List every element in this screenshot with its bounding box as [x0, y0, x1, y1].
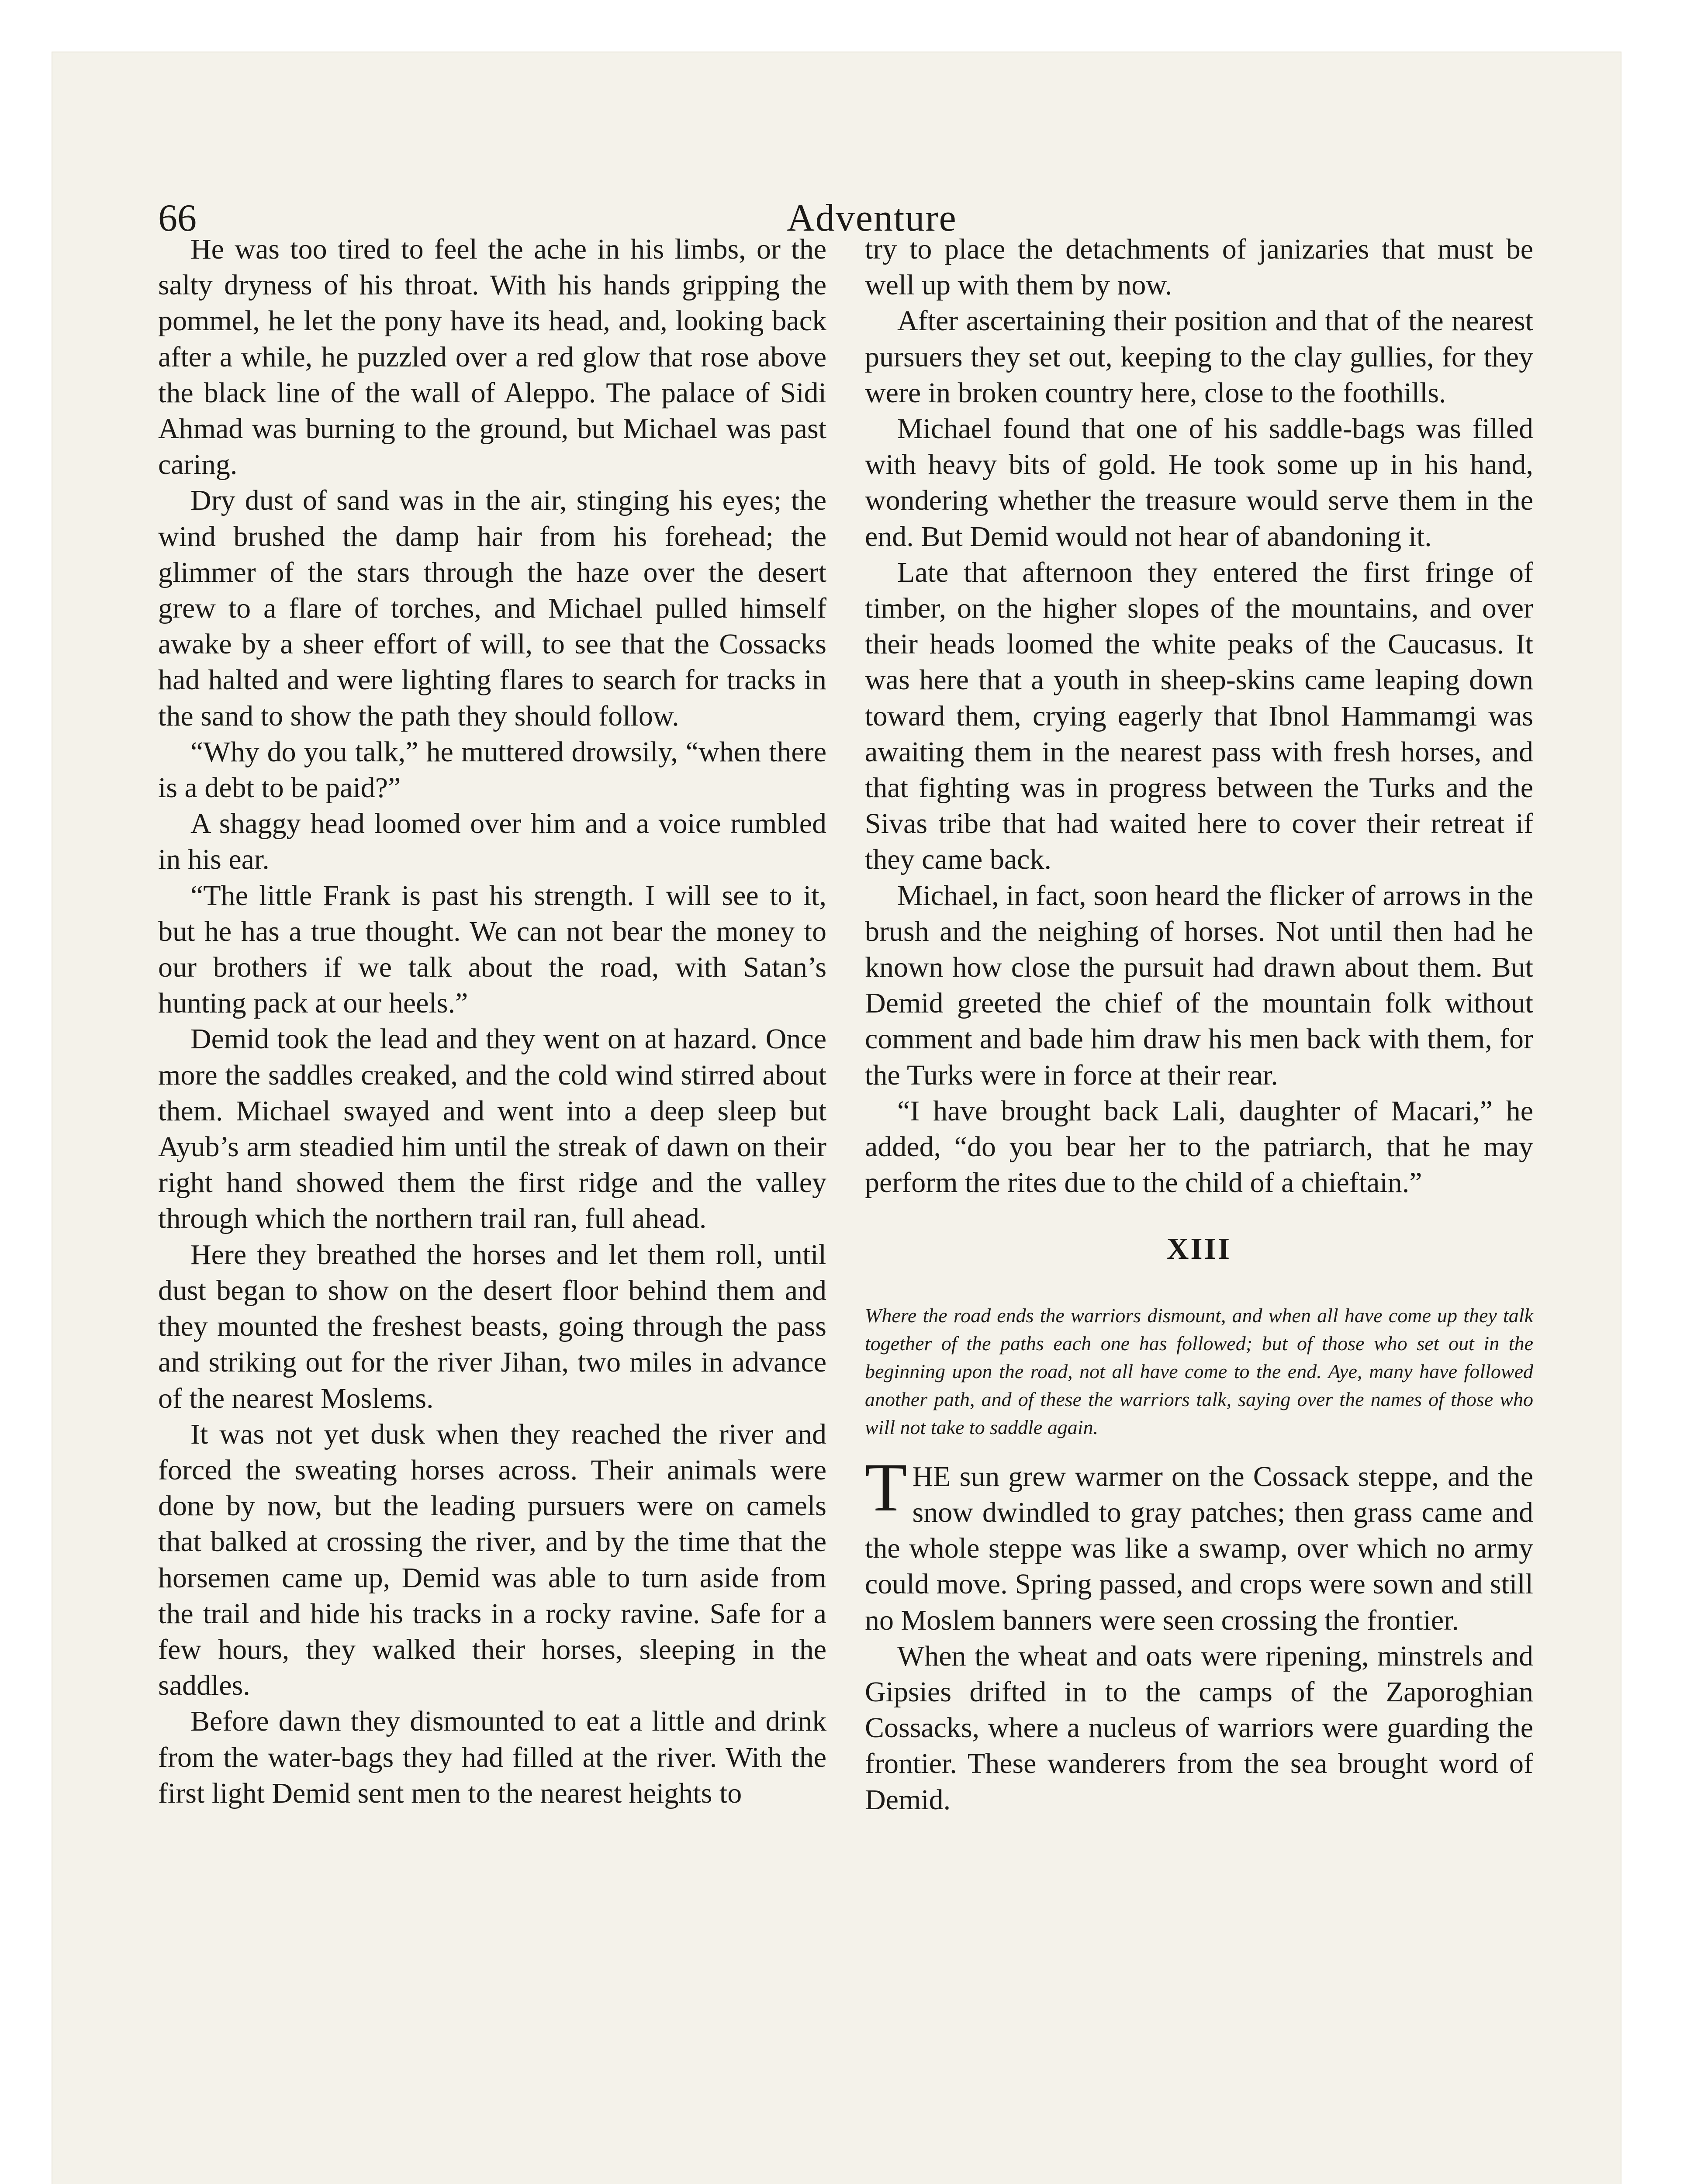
paragraph: He was too tired to feel the ache in his limbs, or the salty dryness of his throat. With his hands gripping the pommel, he let the pony have its head, and, looking back after a while, he puzzled over a red glow that rose above the black line of the wall of Aleppo. The palace of Sidi Ahmad was burning to the ground, but Michael was past caring.: [158, 233, 826, 481]
paragraph: “The little Frank is past his strength. I will see to it, but he has a true thought. We can not bear the money to our brothers if we talk about the road, with Satan’s hunting pack at our heels.”: [158, 879, 826, 1019]
continued-paragraph: try to place the detachments of janizaries that must be well up with them by now.: [865, 233, 1533, 301]
paragraph: After ascertaining their position and that of the nearest pursuers they set out, keeping to the clay gullies, for they were in broken country here, close to the foothills.: [865, 305, 1533, 409]
right-text-column: [865, 232, 1533, 1818]
paragraph: A shaggy head loomed over him and a voice rumbled in his ear.: [158, 808, 826, 876]
paragraph: “I have brought back Lali, daughter of Macari,” he added, “do you bear her to the patriarch, that he may perform the rites due to the child of a chieftain.”: [865, 1095, 1533, 1199]
chapter-heading: XIII: [1166, 1232, 1232, 1266]
paragraph: Here they breathed the horses and let them roll, until dust began to show on the desert floor behind them and they mounted the freshest beasts, going through the pass and striking out for the river Jihan, two miles in advance of the nearest Moslems.: [158, 1238, 826, 1414]
paragraph: Demid took the lead and they went on at hazard. Once more the saddles creaked, and the cold wind stirred about them. Michael swayed and went into a deep sleep but Ayub’s arm steadied him until the streak of dawn on their right hand showed them the first ridge and the valley through which the northern trail ran, full ahead.: [158, 1023, 826, 1235]
left-text-column: [158, 232, 826, 1811]
page-number: 66: [158, 197, 197, 239]
paragraph: Late that afternoon they entered the first fringe of timber, on the higher slopes of the mountains, and over their heads loomed the white peaks of the Caucasus. It was here that a youth in sheep-skins came leaping down toward them, crying eagerly that Ibnol Hammamgi was awaiting them in the nearest pass with fresh horses, and that fighting was in progress between the Turks and the Sivas tribe that had waited here to cover their retreat if they came back.: [865, 556, 1533, 876]
chapter-opening-paragraph: [865, 1449, 1533, 1638]
opening-text: HE sun grew warmer on the Cossack steppe, and the snow dwindled to gray patches; then grass came and the whole steppe was like a swamp, over which no army could move. Spring passed, and crops were sown and still no Moslem banners were seen crossing the frontier.: [865, 1460, 1533, 1636]
drop-cap: T: [865, 1449, 907, 1526]
paragraph: Michael, in fact, soon heard the flicker of arrows in the brush and the neighing of horses. Not until then had he known how close the pursuit had drawn about them. But Demid greeted the chief of the mountain folk without comment and bade him draw his men back with them, for the Turks were in force at their rear.: [865, 879, 1533, 1091]
paragraph: Before dawn they dismounted to eat a little and drink from the water-bags they had filled at the river. With the first light Demid sent men to the nearest heights to: [158, 1705, 826, 1809]
paragraph: When the wheat and oats were ripening, minstrels and Gipsies drifted in to the camps of the Zaporoghian Cossacks, where a nucleus of warriors were guarding the frontier. These wanderers from the sea brought word of Demid.: [865, 1640, 1533, 1816]
paragraph: It was not yet dusk when they reached the river and forced the sweating horses across. Their animals were done by now, but the leading pursuers were on camels that balked at crossing the river, and by the time that the horsemen came up, Demid was able to turn aside from the trail and hide his tracks in a rocky ravine. Safe for a few hours, they walked their horses, sleeping in the saddles.: [158, 1418, 826, 1702]
paragraph: “Why do you talk,” he muttered drowsily, “when there is a debt to be paid?”: [158, 736, 826, 804]
paragraph: Michael found that one of his saddle-bags was filled with heavy bits of gold. He took some up in his hand, wondering whether the treasure would serve them in the end. But Demid would not hear of abandoning it.: [865, 413, 1533, 553]
paragraph: Dry dust of sand was in the air, stinging his eyes; the wind brushed the damp hair from his forehead; the glimmer of the stars through the haze over the desert grew to a flare of torches, and Michael pulled himself awake by a sheer effort of will, to see that the Cossacks had halted and were lighting flares to search for tracks in the sand to show the path they should follow.: [158, 484, 826, 732]
chapter-epigraph: Where the road ends the warriors dismount, and when all have come up they talk together of the paths each one has followed; but of those who set out in the beginning upon the road, not all have come to the end. Aye, many have followed another path, and of these the warriors talk, saying over the names of those who will not take to saddle again.: [865, 1304, 1533, 1438]
running-title: Adventure: [787, 197, 957, 239]
